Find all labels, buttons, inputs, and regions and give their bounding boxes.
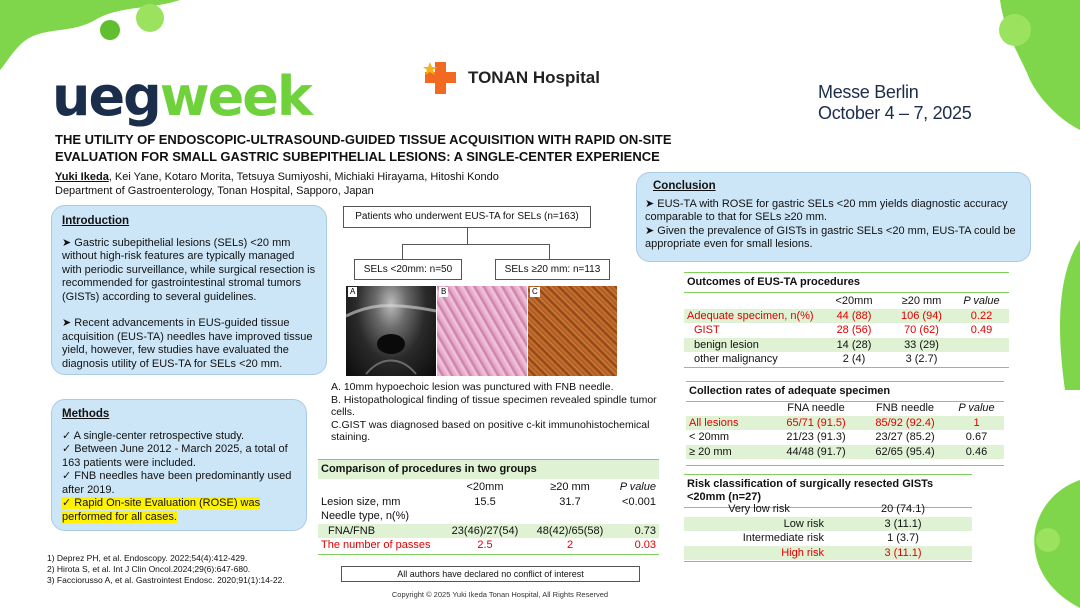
risk-table xyxy=(684,502,972,560)
table-cell: other malignancy xyxy=(694,353,778,365)
methods-item-4: ✓ Rapid On-site Evaluation (ROSE) was performed for all cases. xyxy=(62,497,261,523)
first-author: Yuki Ikeda xyxy=(55,171,109,183)
references xyxy=(47,553,285,586)
table-cell: 0.22 xyxy=(970,309,993,322)
flow-box-small-sels: SELs <20mm: n=50 xyxy=(354,259,462,280)
collection-table xyxy=(686,401,1004,459)
ueg-week-logo xyxy=(52,65,311,128)
table-row xyxy=(684,517,972,532)
table-cell: ≥20 mm xyxy=(550,481,590,493)
table-cell: 3 (2.7) xyxy=(905,353,938,365)
table-cell: Lesion size, mm xyxy=(321,495,401,508)
table-cell: 3 (11.1) xyxy=(884,517,922,530)
co-authors: , Kei Yane, Kotaro Morita, Tetsuya Sumiyoshi, Michiaki Hirayama, Hitoshi Kondo xyxy=(108,171,499,183)
comparison-table xyxy=(318,480,659,553)
venue-line1: Messe Berlin xyxy=(818,82,919,102)
table-cell: 48(42)/65(58) xyxy=(536,524,604,537)
table-cell: P value xyxy=(958,402,995,414)
table-cell: 3 (11.1) xyxy=(884,546,922,559)
eus-image-panel xyxy=(346,286,436,376)
ckit-stain-image-panel xyxy=(528,286,617,376)
table-cell xyxy=(318,480,440,495)
poster-title xyxy=(55,131,755,165)
hospital-cross-icon xyxy=(422,60,460,96)
table-cell: 2 xyxy=(566,539,574,551)
outcomes-table xyxy=(684,294,1009,367)
table-cell: 85/92 (92.4) xyxy=(875,416,935,429)
reference-1: 1) Deprez PH, et al. Endoscopy. 2022;54(4):412-429. xyxy=(47,553,248,563)
figure-caption xyxy=(331,381,676,444)
hospital-name: TONAN Hospital xyxy=(468,68,600,87)
table-cell: 44/48 (91.7) xyxy=(786,445,846,458)
collection-table-bottom-rule xyxy=(686,465,1004,466)
table-cell: 31.7 xyxy=(559,495,581,508)
comparison-table-title: Comparison of procedures in two groups xyxy=(318,459,659,479)
table-cell: 62/65 (95.4) xyxy=(875,445,935,458)
table-row xyxy=(318,538,659,553)
histology-image-panel xyxy=(437,286,527,376)
table-cell: Very low risk xyxy=(728,503,790,515)
conclusion-paragraph-2: ➤ Given the prevalence of GISTs in gastric SELs <20 mm, EUS-TA could be appropriate even for small lesions. xyxy=(645,224,1016,250)
affiliation: Department of Gastroenterology, Tonan Hospital, Sapporo, Japan xyxy=(55,185,374,197)
table-header-row xyxy=(684,294,1009,309)
conclusion-box xyxy=(636,172,1031,262)
table-row xyxy=(684,338,1009,353)
table-cell xyxy=(686,401,771,416)
image-label-c: C xyxy=(532,287,538,296)
table-cell: 0.67 xyxy=(965,431,988,443)
flow-connector-right xyxy=(549,244,550,259)
table-cell: <0.001 xyxy=(622,495,656,508)
table-row xyxy=(318,524,659,539)
caption-c: C.GIST was diagnosed based on positive c-kit immunohistochemical staining. xyxy=(331,418,650,443)
table-cell: Intermediate risk xyxy=(742,532,824,544)
table-cell: 44 (88) xyxy=(836,309,872,322)
table-cell: 14 (28) xyxy=(836,338,872,351)
table-row xyxy=(684,309,1009,324)
table-cell: <20mm xyxy=(466,481,504,493)
table-cell: 23(46)/27(54) xyxy=(451,524,519,537)
logo-week-text: week xyxy=(159,65,311,128)
image-label-a: A xyxy=(350,287,356,296)
caption-a: A. 10mm hypoechoic lesion was punctured with FNB needle. xyxy=(331,381,614,393)
venue-info xyxy=(818,82,971,124)
caption-b: B. Histopathological finding of tissue specimen revealed spindle tumor cells. xyxy=(331,393,657,418)
conclusion-heading: Conclusion xyxy=(653,180,716,192)
reference-2: 2) Hirota S, et al. Int J Clin Oncol.2024;29(6):647-680. xyxy=(47,564,251,574)
title-line2: EVALUATION FOR SMALL GASTRIC SUBEPITHELIAL LESIONS: A SINGLE-CENTER EXPERIENCE xyxy=(55,149,660,164)
methods-item-1: ✓ A single-center retrospective study. xyxy=(62,429,245,442)
reference-3: 3) Facciorusso A, et al. Gastrointest Endosc. 2020;91(1):14-22. xyxy=(47,575,285,585)
table-header-row xyxy=(318,480,659,495)
table-row xyxy=(318,495,659,510)
authors-block xyxy=(55,170,499,198)
table-cell: 20 (74.1) xyxy=(880,503,926,515)
table-cell xyxy=(440,509,530,524)
table-cell xyxy=(954,352,1009,367)
author-list xyxy=(55,170,499,184)
flow-connector-vertical xyxy=(467,228,468,244)
table-cell xyxy=(684,294,819,309)
table-cell xyxy=(530,509,610,524)
decorative-green-blob-right-mid xyxy=(1040,240,1080,390)
table-cell: 0.46 xyxy=(965,445,988,458)
decorative-green-blob-top-right xyxy=(960,0,1080,140)
table-cell: All lesions xyxy=(689,416,739,429)
table-cell: 2.5 xyxy=(477,539,493,551)
methods-heading: Methods xyxy=(62,408,110,420)
methods-item-3: ✓ FNB needles have been predominantly used after 2019. xyxy=(62,470,292,496)
table-cell: 1 (3.7) xyxy=(887,532,919,544)
table-row xyxy=(684,531,972,546)
table-cell xyxy=(954,338,1009,353)
hospital-logo xyxy=(422,60,600,96)
table-cell: 33 (29) xyxy=(904,338,939,351)
table-cell: 65/71 (91.5) xyxy=(786,416,846,429)
introduction-paragraph-2: ➤ Recent advancements in EUS-guided tissue acquisition (EUS-TA) needles have improved tissue yield, however, few studies have evaluated the diagnosis utility of EUS-TA for SELs <20 mm. xyxy=(62,317,313,370)
table-cell: FNA needle xyxy=(787,402,845,414)
flow-connector-left xyxy=(402,244,403,259)
table-row xyxy=(318,509,659,524)
collection-table-title: Collection rates of adequate specimen xyxy=(686,381,1004,402)
table-cell: GIST xyxy=(694,324,720,336)
table-cell: benign lesion xyxy=(694,338,759,351)
flow-box-large-sels: SELs ≥20 mm: n=113 xyxy=(495,259,610,280)
table-cell: 28 (56) xyxy=(836,324,872,336)
flow-connector-horizontal xyxy=(402,244,550,245)
table-cell: 1 xyxy=(973,416,980,429)
table-cell: ≥20 mm xyxy=(901,295,942,307)
table-cell: Needle type, n(%) xyxy=(321,510,410,522)
table-cell: The number of passes xyxy=(321,539,431,551)
eus-lesion-shape xyxy=(346,286,436,376)
risk-table-title: Risk classification of surgically resected GISTs <20mm (n=27) xyxy=(684,474,972,508)
table-row xyxy=(686,416,1004,431)
table-row xyxy=(686,445,1004,460)
introduction-paragraph-1: ➤ Gastric subepithelial lesions (SELs) <20 mm without high-risk features are typically managed with periodic surveillance, while surgical resection is recommended for gastrointestinal stromal tumors (GISTs) according to several guidelines. xyxy=(62,236,316,303)
venue-line2: October 4 – 7, 2025 xyxy=(818,103,972,123)
table-cell: 15.5 xyxy=(474,495,496,508)
table-cell: 23/27 (85.2) xyxy=(875,431,935,443)
logo-ueg-text: ueg xyxy=(52,65,160,128)
table-cell: 0.73 xyxy=(634,524,656,537)
table-cell: 21/23 (91.3) xyxy=(786,431,846,443)
copyright: Copyright © 2025 Yuki Ikeda Tonan Hospital, All Rights Reserved xyxy=(391,590,609,599)
table-header-row xyxy=(686,401,1004,416)
image-label-b: B xyxy=(441,287,447,296)
table-cell: 0.03 xyxy=(634,539,656,551)
table-row xyxy=(684,352,1009,367)
table-cell: <20mm xyxy=(835,295,873,307)
introduction-box xyxy=(51,205,327,375)
table-cell: P value xyxy=(619,481,656,493)
outcomes-table-title: Outcomes of EUS-TA procedures xyxy=(684,272,1009,293)
table-cell: Low risk xyxy=(783,517,824,530)
table-cell: ≥ 20 mm xyxy=(689,445,732,458)
table-row xyxy=(686,430,1004,445)
table-cell: P value xyxy=(963,295,1000,307)
comparison-table-bottom-rule xyxy=(318,554,659,555)
table-cell: 2 (4) xyxy=(842,353,866,365)
table-cell xyxy=(610,509,659,524)
decorative-green-blob-bottom-right xyxy=(960,470,1080,608)
table-cell: High risk xyxy=(781,546,824,559)
risk-table-bottom-rule xyxy=(684,561,972,562)
table-row xyxy=(684,323,1009,338)
outcomes-table-bottom-rule xyxy=(684,367,1009,368)
table-row xyxy=(684,502,972,517)
flow-top-box: Patients who underwent EUS-TA for SELs (n=163) xyxy=(343,206,591,228)
methods-item-2: ✓ Between June 2012 - March 2025, a total of 163 patients were included. xyxy=(62,443,288,469)
table-cell: 106 (94) xyxy=(901,309,942,322)
table-cell: FNB needle xyxy=(875,402,935,414)
table-cell: < 20mm xyxy=(689,431,730,443)
table-cell: FNA/FNB xyxy=(328,524,376,537)
table-cell: 70 (62) xyxy=(904,324,939,336)
methods-box xyxy=(51,399,307,531)
table-cell: Adequate specimen, n(%) xyxy=(687,309,814,322)
title-line1: THE UTILITY OF ENDOSCOPIC-ULTRASOUND-GUIDED TISSUE ACQUISITION WITH RAPID ON-SITE xyxy=(55,132,672,147)
conflict-of-interest: All authors have declared no conflict of interest xyxy=(341,566,640,582)
table-row xyxy=(684,546,972,561)
conclusion-paragraph-1: ➤ EUS-TA with ROSE for gastric SELs <20 mm yields diagnostic accuracy comparable to that for SELs ≥20 mm. xyxy=(645,197,1008,223)
introduction-heading: Introduction xyxy=(62,215,130,227)
table-cell: 0.49 xyxy=(970,324,993,336)
